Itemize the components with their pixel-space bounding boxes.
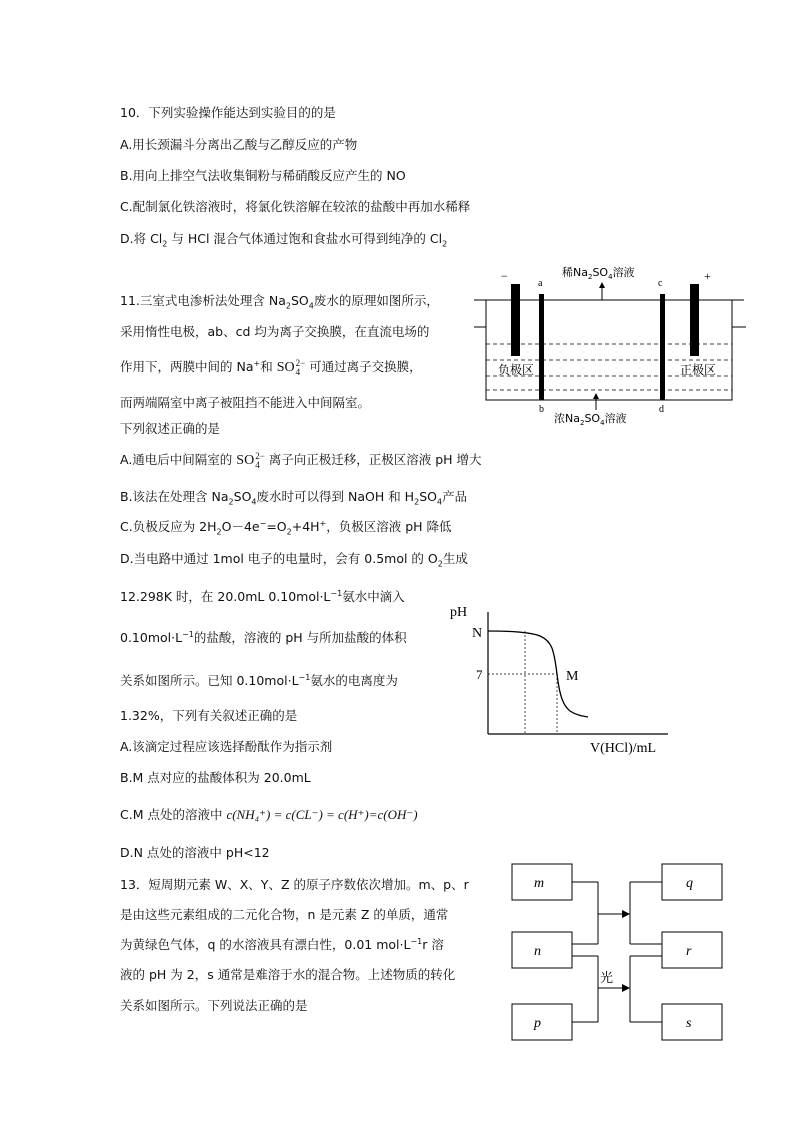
top-pre: 稀 [562, 266, 573, 279]
box-p [512, 1004, 572, 1040]
q11-c-s1: 2 [216, 527, 222, 537]
q12-option-d: D.N 点处的溶液中 pH<12 [120, 845, 270, 860]
label-b: b [539, 404, 544, 415]
so4-charge-2: 2− [255, 450, 265, 461]
q12-l1-b: 氨水中滴入 [342, 589, 405, 604]
bot-post: 溶液 [604, 412, 627, 425]
q12-l2-b: 的盐酸，溶液的 pH 与所加盐酸的体积 [193, 630, 407, 645]
label-r: r [686, 944, 692, 959]
neg-zone-label: 负极区 [498, 363, 535, 377]
sulfate-formula-2 [236, 450, 265, 470]
q13-l3-sup: −1 [410, 936, 423, 946]
q11-c-s2: 2 [286, 527, 292, 537]
label-light: 光 [600, 971, 614, 986]
so4-text: SO [276, 360, 295, 375]
q12-l1-a: 12.298K 时，在 20.0mL 0.10mol·L [120, 589, 331, 604]
q11-a-2: 离子向正极迁移，正极区溶液 pH 增大 [268, 452, 482, 467]
pos-zone-label: 正极区 [680, 363, 717, 377]
q13-line-5: 关系如图所示。下列说法正确的是 [120, 998, 308, 1013]
so4-sub-2: 4 [255, 459, 260, 470]
q11-c-4: +4H [291, 519, 320, 534]
q12-option-b: B.M 点对应的盐酸体积为 20.0mL [120, 770, 311, 785]
q11-c-2: O－4e [221, 519, 260, 534]
q12-l1-sup: −1 [330, 588, 343, 598]
q12-line-2 [120, 629, 407, 647]
bottom-solution-label [554, 411, 627, 427]
label-c: c [658, 278, 663, 289]
q12-l3-b: 氨水的电离度为 [310, 673, 398, 688]
q11-option-c [120, 518, 452, 536]
q11-d-1: D.当电路中通过 1mol 电子的电量时，会有 0.5mol 的 O [120, 551, 438, 566]
membrane-cd [660, 294, 665, 400]
q13-line-3 [120, 936, 444, 954]
q11-option-b [120, 488, 467, 506]
q11-l3-b: 和 [260, 359, 273, 374]
n-point-label: N [472, 626, 483, 641]
q11-line-5: 下列叙述正确的是 [120, 421, 221, 436]
so4-sub: 4 [295, 366, 301, 377]
q11-l1-sub2: 4 [308, 301, 314, 311]
q11-c-sup1: − [259, 518, 267, 528]
q11-d-2: 生成 [442, 551, 468, 566]
box-n [512, 932, 572, 968]
bot-so: SO [584, 412, 601, 425]
q12-line-3 [120, 672, 398, 690]
q11-l1-c: 废水的原理如图所示， [313, 293, 439, 308]
q13-l3-a: 为黄绿色气体，q 的水溶液具有漂白性，0.01 mol·L [120, 937, 411, 952]
q11-line-1 [120, 292, 439, 310]
q12-l3-a: 关系如图所示。已知 0.10mol·L [120, 673, 299, 688]
q11-option-d [120, 550, 468, 568]
x-axis-label: V(HCl)/mL [590, 741, 657, 756]
q13-line-1: 13．短周期元素 W、X、Y、Z 的原子序数依次增加。m、p、r [120, 877, 469, 892]
membrane-ab [539, 294, 544, 400]
so4-text-2: SO [236, 453, 255, 468]
q11-b-3: 废水时可以得到 NaOH 和 H [256, 489, 415, 504]
y-axis-label: pH [450, 605, 468, 620]
top-sub4: 4 [608, 273, 613, 281]
q10-option-b: B.用向上排空气法收集铜粉与稀硝酸反应产生的 NO [120, 168, 406, 183]
q11-l1-a: 11.三室式电渗析法处理含 Na [120, 293, 286, 308]
q11-b-s2: 4 [251, 497, 257, 507]
sulfate-formula [276, 357, 306, 377]
q10-option-d [120, 230, 447, 248]
top-solution-label [562, 265, 635, 281]
q13-l3-b: r 溶 [422, 937, 444, 952]
q11-c-1: C.负极反应为 2H [120, 519, 217, 534]
box-s [662, 1004, 722, 1040]
q12-line-1 [120, 588, 405, 606]
q11-line-2: 采用惰性电极，ab、cd 均为离子交换膜，在直流电场的 [120, 324, 430, 339]
q11-line-3 [120, 358, 422, 377]
label-q: q [686, 876, 693, 891]
inlet-arrowhead [593, 393, 599, 399]
q11-line-4: 而两端隔室中离子被阻挡不能进入中间隔室。 [120, 395, 371, 410]
q11-b-2: SO [233, 489, 252, 504]
q10-option-a: A.用长颈漏斗分离出乙酸与乙醇反应的产物 [120, 137, 358, 152]
m-point-label: M [566, 669, 579, 684]
q11-b-s3: 2 [414, 497, 420, 507]
label-p: p [534, 1016, 541, 1031]
q10-d-text-2: 与 HCl 混合气体通过饱和食盐水可得到纯净的 Cl [171, 231, 443, 246]
pos-sign-label: + [704, 269, 711, 283]
top-sub2: 2 [587, 273, 593, 281]
top-post: 溶液 [612, 266, 635, 279]
box-r [662, 932, 722, 968]
q10-d-text-1: D.将 Cl [120, 231, 163, 246]
titration-figure [440, 594, 680, 754]
q11-c-3: =O [266, 519, 287, 534]
q10-d-sub: 2 [162, 239, 168, 249]
q11-c-5: ，负极区溶液 pH 降低 [326, 519, 452, 534]
positive-electrode [690, 284, 699, 356]
q12-l3-sup: −1 [298, 672, 311, 682]
q11-c-sup2: + [319, 518, 327, 528]
q10-d-sub-2: 2 [442, 239, 448, 249]
q11-l3-sup: + [253, 358, 261, 368]
q11-l1-b: SO [290, 293, 309, 308]
q12-option-a: A.该滴定过程应该选择酚酞作为指示剂 [120, 739, 333, 754]
bot-sub2: 2 [579, 419, 585, 427]
q11-b-1: B.该法在处理含 Na [120, 489, 229, 504]
label-m: m [534, 876, 545, 891]
outlet-arrowhead [599, 282, 605, 288]
q11-l3-c: 可通过离子交换膜， [309, 359, 422, 374]
tick-7: 7 [476, 667, 483, 682]
bot-na: Na [565, 412, 580, 425]
q12-c-formula: c(NH₄⁺) = c(CL⁻) = c(H⁺)=c(OH⁻) [226, 807, 418, 822]
q10-stem: 10．下列实验操作能达到实验目的的是 [120, 105, 336, 120]
q11-a-1: A.通电后中间隔室的 [120, 452, 233, 467]
q12-option-c [120, 806, 418, 824]
q11-b-4: SO [419, 489, 437, 504]
q11-option-a [120, 451, 482, 470]
label-s: s [686, 1016, 692, 1031]
negative-electrode [511, 284, 520, 356]
q11-b-5: 产品 [442, 489, 468, 504]
q13-line-4: 液的 pH 为 2，s 通常是难溶于水的混合物。上述物质的转化 [120, 967, 456, 982]
electrodialysis-figure [474, 262, 754, 427]
label-d: d [659, 404, 664, 415]
q12-l2-a: 0.10mol·L [120, 630, 183, 645]
q11-l1-sub: 2 [285, 301, 291, 311]
top-na: Na [573, 266, 588, 279]
label-a: a [538, 278, 543, 289]
transformation-figure [506, 852, 756, 1042]
top-so: SO [592, 266, 609, 279]
bot-sub4: 4 [600, 419, 605, 427]
q11-d-s1: 2 [437, 559, 443, 569]
bot-pre: 浓 [554, 412, 565, 425]
neg-sign-label: − [501, 269, 508, 283]
so4-charge: 2− [295, 357, 306, 368]
q12-l2-sup: −1 [182, 629, 194, 639]
q13-line-2: 是由这些元素组成的二元化合物，n 是元素 Z 的单质，通常 [120, 907, 449, 922]
label-n: n [534, 944, 541, 959]
q10-option-c: C.配制氯化铁溶液时，将氯化铁溶解在较浓的盐酸中再加水稀释 [120, 199, 471, 214]
q11-l3-a: 作用下，两膜中间的 Na [120, 359, 254, 374]
q11-b-s4: 4 [436, 497, 443, 507]
arrow-2-head [622, 984, 630, 992]
q11-b-s1: 2 [228, 497, 234, 507]
arrow-1-head [622, 910, 630, 918]
q12-line-4: 1.32%，下列有关叙述正确的是 [120, 708, 298, 723]
q12-c-1: C.M 点处的溶液中 [120, 807, 223, 822]
